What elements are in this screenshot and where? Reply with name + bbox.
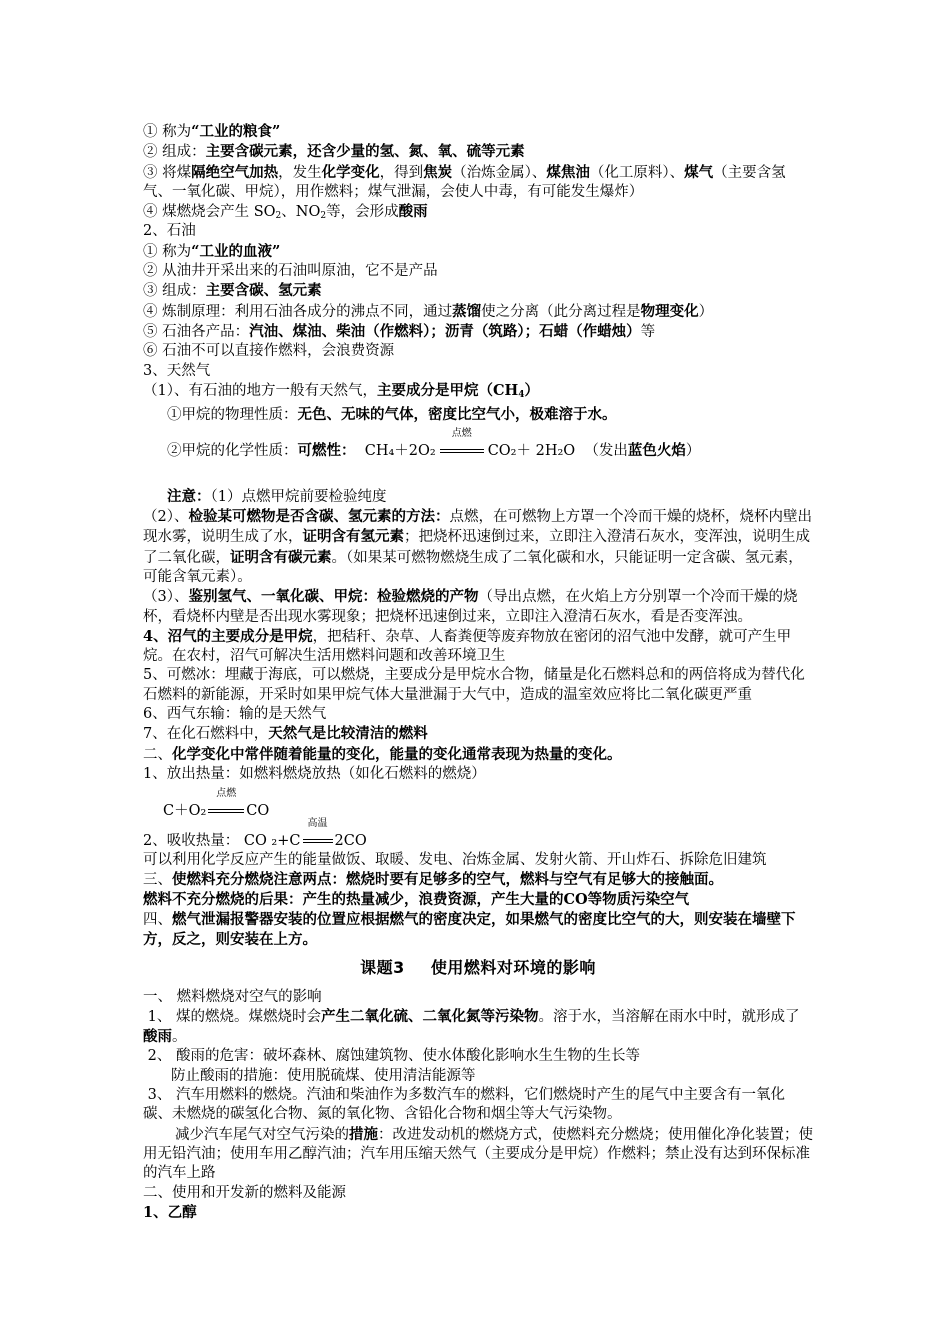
text-bold: 证明含有氢元素 (302, 528, 404, 546)
text: 等，会形成 (326, 204, 399, 221)
text-bold: 蒸馏 (452, 302, 482, 320)
text-bold: 化学变化 (321, 163, 380, 181)
text-bold: 煤焦油 (546, 163, 590, 181)
text: ① 称为 (143, 243, 192, 260)
oil-item-1 (143, 242, 813, 262)
text-bold: 主要含碳元素，还含少量的氢、氮、氧、硫等元素 (205, 143, 525, 161)
reaction-condition: 高温 (307, 817, 328, 829)
text-bold: 煤气 (684, 163, 714, 181)
text-bold: 主要含碳、氢元素 (205, 282, 322, 300)
energy-item-3: 可以利用化学反应产生的能量做饭、取暖、发电、冶炼金属、发射火箭、开山炸石、拆除危旧建筑 (143, 851, 767, 868)
note (143, 487, 813, 507)
text: ③ 将煤 (143, 164, 192, 181)
methane-physical (143, 405, 813, 425)
oil-item-3 (143, 281, 813, 301)
text-bold: 鉴别氢气、一氧化碳、甲烷：检验燃烧的产物 (188, 588, 479, 606)
text-bold: “工业的血液” (191, 242, 281, 260)
text-bold: 蓝色火焰 (627, 442, 686, 460)
text-bold: 措施 (349, 1125, 378, 1143)
document-body (143, 122, 813, 1222)
text-bold: 无色、无味的气体，密度比空气小，极难溶于水。 (297, 406, 617, 424)
text: 减少汽车尾气对空气污染的 (175, 1126, 349, 1143)
text-bold: 使燃料充分燃烧注意两点：燃烧时要有足够多的空气，燃料与空气有足够大的接触面。 (172, 871, 723, 889)
text: 等 (640, 323, 656, 340)
text: 7、在化石燃料中， (143, 726, 269, 743)
equation-products: CO (246, 803, 270, 820)
lesson-section-2-item-1: 1、乙醇 (143, 1203, 197, 1221)
equation-reactants: C＋O₂ (163, 803, 207, 820)
equation-products: 2CO (334, 832, 367, 849)
text-bold: 汽油、煤油、柴油（作燃料）；沥青（筑路）；石蜡（作蜡烛） (249, 322, 641, 340)
methane-chemical (143, 428, 813, 461)
section-three-consequence: 燃料不充分燃烧的后果：产生的热量减少，浪费资源，产生大量的CO等物质污染空气 (143, 891, 690, 909)
oil-heading: 2、石油 (143, 223, 196, 240)
section-four (143, 910, 813, 951)
text: 、NO (281, 204, 321, 221)
text: ：改进发动机的燃烧方式，使燃料充分燃烧；使用催化净化装置；使用无铅汽油；使用车用乙醇汽油；汽车用压缩天然气（主要成分是甲烷）作燃料；禁止没有达到环保标准的汽车上路 (143, 1126, 813, 1182)
text: 点燃，在可燃物上方罩一个冷而干燥的烧杯，烧杯内壁出现水雾，说明生成了水， (143, 509, 812, 546)
text: ，把秸秆、杂草、人畜粪便等废弃物放在密闭的沼气池中发酵，就可产生甲烷。在农村，沼气可解决生活用燃料问题和改善环境卫生 (143, 628, 792, 665)
text: 2、吸收热量： (143, 832, 240, 849)
text-bold: 天然气是比较清洁的燃料 (268, 725, 428, 743)
text-bold: 化学变化中常伴随着能量的变化，能量的变化通常表现为热量的变化。 (172, 745, 622, 763)
text-bold: ） (524, 381, 539, 399)
text: 。 (172, 1029, 187, 1046)
lesson-title (143, 958, 813, 977)
lesson-section-1: 一、 燃料燃烧对空气的影响 (143, 988, 322, 1005)
lesson-number: 课题3 (360, 958, 405, 978)
gas-item-7 (143, 724, 813, 744)
oil-item-4 (143, 302, 813, 322)
gas-item-4 (143, 627, 813, 667)
text-bold: 产生二氧化硫、二氧化氮等污染物 (320, 1007, 539, 1025)
text: 1、 煤的燃烧。煤燃烧时会 (143, 1008, 321, 1025)
lesson-item-2: 2、 酸雨的危害：破坏森林、腐蚀建筑物、使水体酸化影响水生生物的生长等 (143, 1048, 640, 1065)
gas-item-1: （1）、有石油的地方一般有天然气，主要成分是甲烷$(CH_4)$ (143, 381, 539, 400)
text: ④ 煤燃烧会产生 SO (143, 204, 276, 221)
text: 四、 (143, 911, 172, 928)
energy-heading (143, 745, 813, 765)
text: 三、 (143, 872, 172, 889)
lesson-name: 使用燃料对环境的影响 (430, 958, 596, 978)
coal-item-1 (143, 122, 813, 142)
text: ，发生 (278, 164, 322, 181)
equation-reactants: CH₄＋2O₂ (364, 443, 436, 460)
text: 。溶于水，当溶解在雨水中时，就形成了 (538, 1008, 800, 1025)
reaction-condition: 点燃 (216, 788, 237, 800)
lesson-item-1 (143, 1007, 813, 1048)
oil-item-5 (143, 322, 813, 342)
text: ；把烧杯迅速倒过来，立即注入澄清石灰水，变浑浊，说明生成了二氧化碳， (143, 529, 810, 566)
text-bold: 注意： (167, 487, 211, 505)
text-bold: 酸雨 (143, 1028, 172, 1046)
lesson-item-2-measures: 防止酸雨的措施：使用脱硫煤、使用清洁能源等 (171, 1067, 476, 1084)
text-bold: 物理变化 (640, 302, 699, 320)
text: （2）、 (143, 509, 189, 526)
equation-reactants: CO ₂+C (243, 832, 301, 849)
coal-item-4: ④ 煤燃烧会产生 $SO_2$、$NO_2$等，会形成酸雨 (143, 203, 428, 222)
gas-item-2 (143, 507, 813, 587)
text-bold: 4、沼气的主要成分是甲烷 (143, 627, 313, 645)
text-bold: “工业的粮食” (191, 123, 281, 140)
text: 使之分离（此分离过程是 (481, 303, 641, 320)
text-bold: 焦炭 (423, 163, 453, 181)
reaction-arrow (440, 428, 484, 461)
text: （3）、 (143, 589, 189, 606)
oil-item-6: ⑥ 石油不可以直接作燃料，会浪费资源 (143, 343, 395, 360)
text-bold: 隔绝空气加热 (191, 163, 279, 181)
gas-item-6: 6、西气东输：输的是天然气 (143, 706, 327, 723)
text: ① 称为 (143, 124, 192, 140)
text-bold: 检验某可燃物是否含碳、氢元素的方法： (188, 508, 450, 526)
text: ⑤ 石油各产品： (143, 323, 250, 340)
text: ④ 炼制原理：利用石油各成分的沸点不同，通过 (143, 303, 453, 320)
section-three (143, 870, 813, 890)
text: ③ 组成： (143, 283, 206, 300)
text-bold: 证明含有碳元素 (230, 548, 332, 566)
coal-item-3 (143, 163, 813, 203)
text: ②甲烷的化学性质： (167, 443, 298, 460)
coal-item-2 (143, 142, 813, 162)
text: ） (698, 303, 714, 320)
text: （发出 (584, 443, 628, 460)
text-bold: 主要成分是甲烷（CH (376, 381, 519, 399)
equation-c-o2 (143, 788, 813, 821)
lesson-item-3: 3、 汽车用燃料的燃烧。汽油和柴油作为多数汽车的燃料，它们燃烧时产生的尾气中主要含有一氧化碳、未燃烧的碳氢化合物、氮的氧化物、含铅化合物和烟尘等大气污染物。 (143, 1087, 785, 1123)
oil-item-2: ② 从油井开采出来的石油叫原油，它不是产品 (143, 263, 438, 280)
equation-products: CO₂＋ 2H₂O (487, 443, 576, 460)
energy-item-2 (143, 817, 813, 851)
text: ①甲烷的物理性质： (167, 407, 298, 424)
text-bold: 酸雨 (398, 203, 428, 221)
text: （1）、有石油的地方一般有天然气， (143, 382, 377, 399)
text: （化工原料）、 (589, 164, 685, 181)
reaction-condition: 点燃 (451, 428, 472, 440)
gas-item-5: 5、可燃冰：埋藏于海底，可以燃烧，主要成分是甲烷水合物，储量是化石燃料总和的两倍将成为替代化石燃料的新能源，开采时如果甲烷气体大量泄漏于大气中，造成的温室效应将比二氧化碳更严重 (143, 667, 805, 703)
text: （1）点燃甲烷前要检验纯度 (210, 488, 387, 505)
gas-heading: 3、天然气 (143, 362, 211, 379)
energy-item-1: 1、放出热量：如燃料燃烧放热（如化石燃料的燃烧） (143, 765, 486, 782)
text: 二、 (143, 746, 172, 763)
text: 。（如果某可燃物燃烧生成了二氧化碳和水，只能证明一定含碳、氢元素，可能含氧元素）。 (143, 549, 803, 585)
text-bold: 可燃性： (297, 442, 356, 460)
text: ，得到 (379, 164, 424, 181)
text: （治炼金属）、 (452, 164, 547, 181)
text: ） (685, 443, 701, 460)
text-bold: 燃气泄漏报警器安装的位置应根据燃气的密度决定，如果燃气的密度比空气的大，则安装在墙壁下方，反之，则安装在上方。 (143, 910, 796, 948)
lesson-section-2: 二、使用和开发新的燃料及能源 (143, 1184, 346, 1201)
text: （导出点燃，在火焰上方分别罩一个冷而干燥的烧杯，看烧杯内壁是否出现水雾现象；把烧杯迅速倒过来，立即注入澄清石灰水，看是否变浑浊。 (143, 589, 798, 625)
text: ② 组成： (143, 144, 206, 161)
lesson-item-3-measures (143, 1125, 813, 1184)
text: （主要含氢气、一氧化碳、甲烷），用作燃料；煤气泄漏，会使人中毒，有可能发生爆炸） (143, 164, 786, 200)
reaction-arrow (208, 788, 244, 821)
gas-item-3 (143, 587, 813, 627)
reaction-arrow (303, 817, 333, 851)
